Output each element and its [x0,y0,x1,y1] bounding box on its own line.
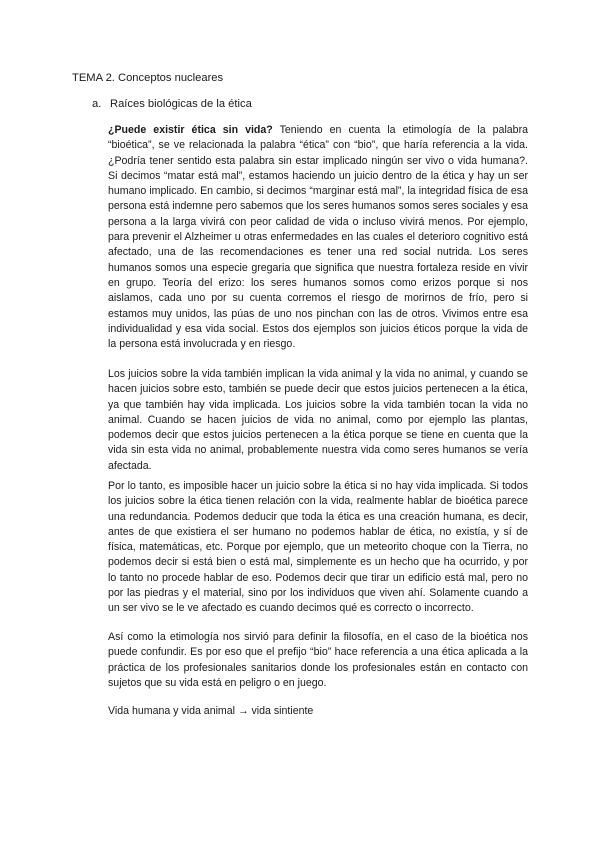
paragraph-4: Así como la etimología nos sirvió para definir la filosofía, en el caso de la bioética nos puede confundir. Es por eso que el prefijo “bio” hace referencia a una ética aplicada a la práctica de los profesionales sanitarios donde los profesionales están en contacto con sujetos que su vida está en peligro o en juego. [108,631,528,689]
paragraph-1 [108,123,528,352]
paragraph-5-note: Vida humana y vida animal → vida sintiente [108,705,314,717]
section-heading-text: Raíces biológicas de la ética [110,98,252,110]
paragraph-3: Por lo tanto, es imposible hacer un juicio sobre la ética si no hay vida implicada. Si todos los juicios sobre la ética tienen relación con la vida, realmente hablar de bioética parece una redundancia. Podemos deducir que toda la ética es una creación humana, es decir, antes de que existiera el ser humano no podemos hablar de ética, no existía, y sí de física, matemáticas, etc. Porque por ejemplo, que un meteorito choque con la Tierra, no podemos decir si está bien o está mal, simplemente es un hecho que ha ocurrido, y por lo tanto no procede hablar de eso. Podemos decir que tirar un edificio está mal, pero no por las piedras y el material, sino por los individuos que viven ahí. Solamente cuando a un ser vivo se le ve afectado es cuando decimos qué es correcto o incorrecto. [108,480,528,615]
section-heading [92,97,252,111]
document-title: TEMA 2. Conceptos nucleares [72,72,224,84]
paragraph-lead-question: ¿Puede existir ética sin vida? [108,124,273,136]
list-marker: a. [92,98,102,110]
paragraph-2: Los juicios sobre la vida también implican la vida animal y la vida no animal, y cuando se hacen juicios sobre esto, también se puede decir que estos juicios pertenecen a la ética, ya que también hay vida implicada. Los juicios sobre la vida también tocan la vida no animal. Cuando se hacen juicios de vida no animal, como por ejemplo las plantas, podemos decir que estos juicios pertenecen a la ética porque se tiene en cuenta que la vida sin esta vida no animal, probablemente nuestra vida como seres humanos se vería afectada. [108,368,528,472]
paragraph-1-text: Teniendo en cuenta la etimología de la palabra “bioética”, se ve relacionada la palabra “ética” con “bio”, que haría referencia a la vida. ¿Podría tener sentido esta palabra sin estar implicado ningún ser vivo o vida humana?. Si decimos “matar está mal”, estamos haciendo un juicio dentro de la ética y hay un ser humano implicado. En cambio, si decimos “marginar está mal”, la integridad física de esa persona está indemne pero sabemos que los seres humanos somos seres sociales y esa persona a la larga vivirá con peor calidad de vida o incluso vivirá menos. Por ejemplo, para prevenir el Alzheimer u otras enfermedades en las cuales el deterioro cognitivo está afectado, una de las recomendaciones es tener una red social nutrida. Los seres humanos somos una especie gregaria que significa que nuestra fortaleza reside en vivir en grupo. Teoría del erizo: los seres humanos somos como erizos porque si nos aislamos, cada uno por su cuenta corremos el riesgo de morirnos de frío, pero si estamos muy unidos, las púas de uno nos pinchan con las de otros. Vivimos entre esa individualidad y esa vida social. Estos dos ejemplos son juicios éticos porque la vida de la persona está involucrada y en riesgo. [108,124,528,351]
